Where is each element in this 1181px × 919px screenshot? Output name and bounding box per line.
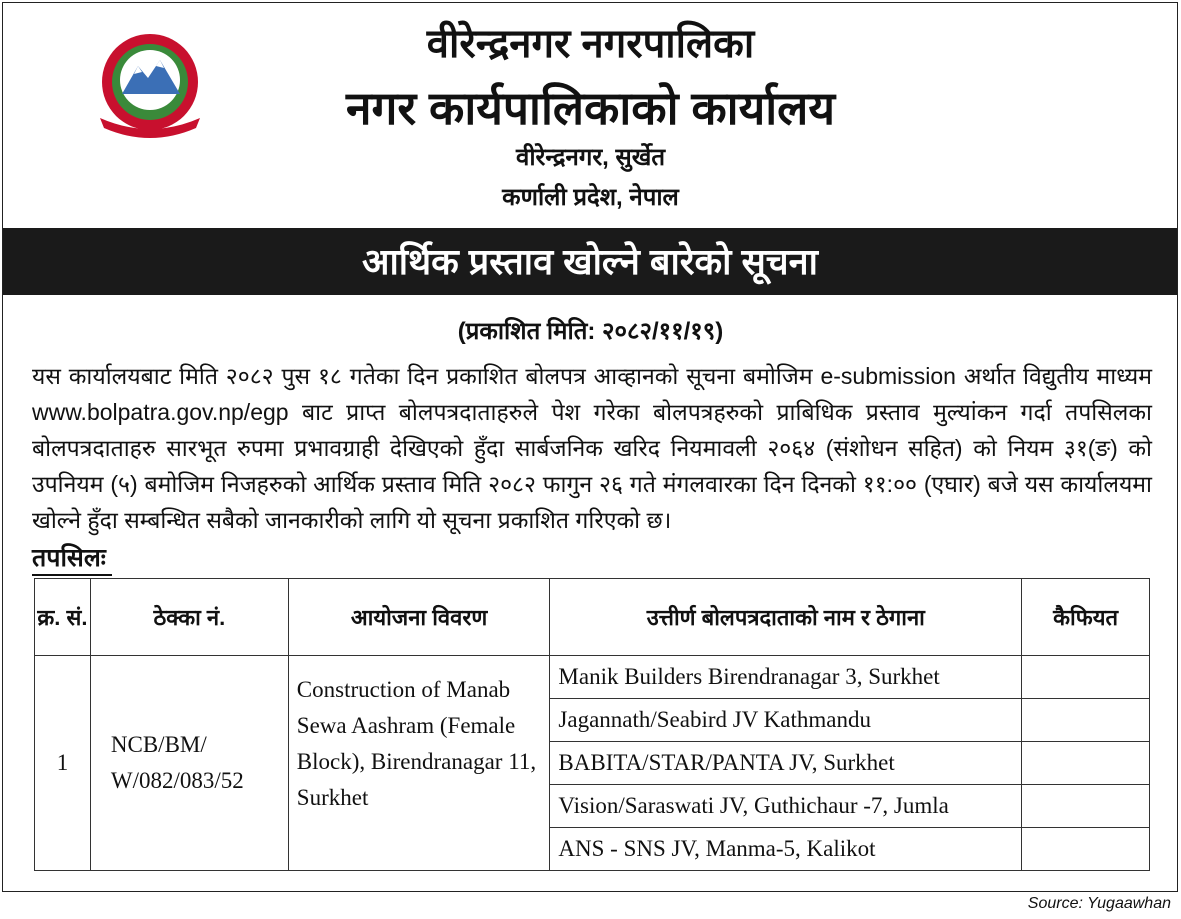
header-remarks: कैफियत xyxy=(1022,579,1150,656)
header-project: आयोजना विवरण xyxy=(288,579,550,656)
bidders-table xyxy=(34,578,1150,871)
bidder-cell: BABITA/STAR/PANTA JV, Surkhet xyxy=(550,742,1022,785)
address-line1: वीरेन्द्रनगर, सुर्खेत xyxy=(515,144,666,171)
bidder-cell: Vision/Saraswati JV, Guthichaur -7, Jumla xyxy=(550,785,1022,828)
serial-cell: 1 xyxy=(35,656,91,871)
table-header-row xyxy=(35,579,1150,656)
notice-title: आर्थिक प्रस्ताव खोल्ने बारेको सूचना xyxy=(3,228,1177,295)
office-name: नगर कार्यपालिकाको कार्यालय xyxy=(345,82,836,134)
notice-body: यस कार्यालयबाट मिति २०८२ पुस १८ गतेका दिन प्रकाशित बोलपत्र आव्हानको सूचना बमोजिम e-submission अर्थात विद्युतीय माध्यम www.bolpatra.gov.np/egp बाट प्राप्त बोलपत्रदाताहरुले पेश गरेका बोलपत्रहरुको प्राबिधिक प्रस्ताव मुल्यांकन गर्दा तपसिलका बोलपत्रदाताहरु सारभूत रुपमा प्रभावग्राही देखिएको हुँदा सार्बजनिक खरिद नियमावली २०६४ (संशोधन सहित) को नियम ३१(ङ) को उपनियम (५) बमोजिम निजहरुको आर्थिक प्रस्ताव मिति २०८२ फागुन २६ गते मंगलवारका दिन दिनको ११:०० (एघार) बजे यस कार्यालयमा खोल्ने हुँदा सम्बन्धित सबैको जानकारीको लागि यो सूचना प्रकाशित गरिएको छ। xyxy=(32,363,1152,533)
table-row xyxy=(35,656,1150,699)
remarks-cell xyxy=(1022,742,1150,785)
published-date: (प्रकाशित मिति: २०८२/११/१९) xyxy=(457,318,724,345)
header-serial: क्र. सं. xyxy=(35,579,91,656)
municipality-name: वीरेन्द्रनगर नगरपालिका xyxy=(426,22,755,66)
address-line2: कर्णाली प्रदेश, नेपाल xyxy=(502,184,679,211)
header-bidder: उत्तीर्ण बोलपत्रदाताको नाम र ठेगाना xyxy=(550,579,1022,656)
remarks-cell xyxy=(1022,699,1150,742)
bidder-cell: Jagannath/Seabird JV Kathmandu xyxy=(550,699,1022,742)
remarks-cell xyxy=(1022,656,1150,699)
remarks-cell xyxy=(1022,785,1150,828)
project-cell: Construction of Manab Sewa Aashram (Female Block), Birendranagar 11, Surkhet xyxy=(288,656,550,871)
header-contract-no: ठेक्का नं. xyxy=(90,579,288,656)
source-credit: Source: Yugaawhan xyxy=(1027,895,1171,912)
remarks-cell xyxy=(1022,828,1150,871)
bidder-cell: Manik Builders Birendranagar 3, Surkhet xyxy=(550,656,1022,699)
bidder-cell: ANS - SNS JV, Manma-5, Kalikot xyxy=(550,828,1022,871)
schedule-label: तपसिलः xyxy=(32,540,112,576)
contract-no-cell: NCB/BM/ W/082/083/52 xyxy=(90,656,288,871)
